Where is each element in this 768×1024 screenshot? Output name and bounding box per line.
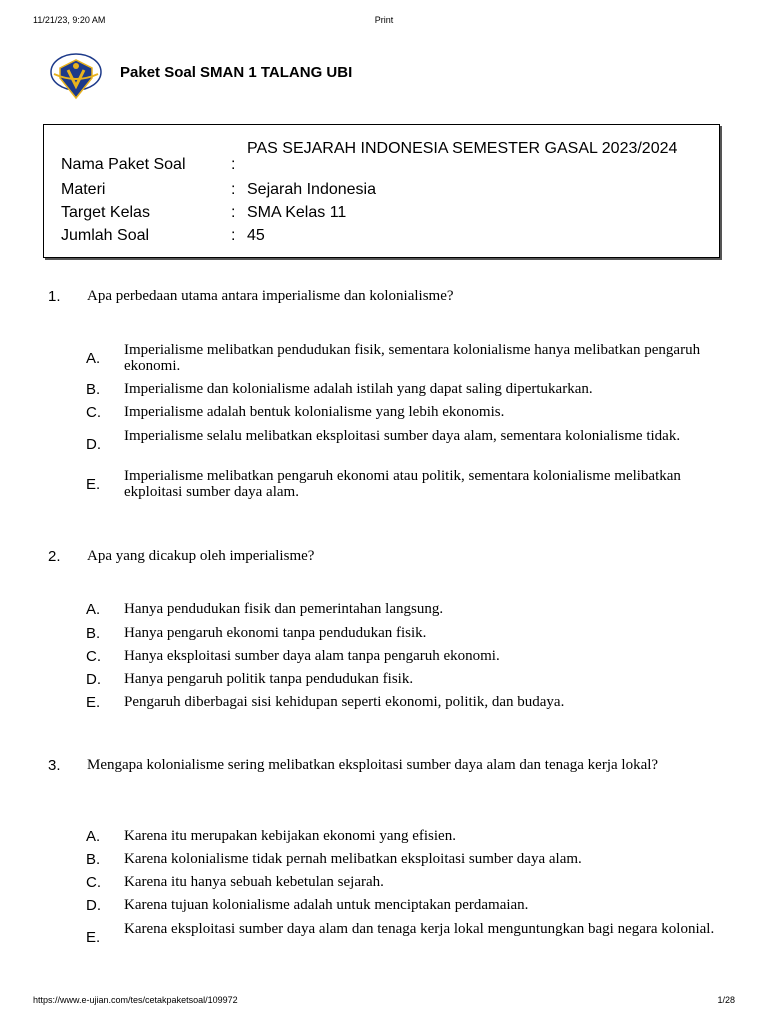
option-letter: A. [86,828,101,845]
school-crest-icon [50,48,102,100]
option-text: Karena kolonialisme tidak pernah melibatkan eksploitasi sumber daya alam. [124,851,582,867]
print-datetime: 11/21/23, 9:20 AM [33,15,106,25]
option-text: Hanya pendudukan fisik dan pemerintahan langsung. [124,601,444,617]
option-letter: A. [86,601,101,618]
option-text: Karena eksploitasi sumber daya alam dan tenaga kerja lokal menguntungkan bagi negara kolonial. [124,921,715,937]
option-text: Imperialisme melibatkan pengaruh ekonomi atau politik, sementara kolonialisme melibatkan ekploitasi sumber daya alam. [124,468,681,500]
question-text: Mengapa kolonialisme sering melibatkan eksploitasi sumber daya alam dan tenaga kerja lokal? [87,757,659,773]
option-text: Imperialisme dan kolonialisme adalah istilah yang dapat saling dipertukarkan. [124,381,593,397]
page-title: Paket Soal SMAN 1 TALANG UBI [120,64,353,81]
option-letter: B. [86,381,101,398]
question-number: 3. [48,757,61,774]
info-value: 45 [247,227,265,244]
print-footer [0,995,768,1011]
option-text: Karena itu merupakan kebijakan ekonomi yang efisien. [124,828,456,844]
option-letter: E. [86,694,101,711]
info-key: Materi [61,181,106,198]
info-key: Jumlah Soal [61,227,150,244]
print-header [0,15,768,31]
option-text: Karena tujuan kolonialisme adalah untuk menciptakan perdamaian. [124,897,529,913]
option-text: Hanya pengaruh ekonomi tanpa pendudukan fisik. [124,625,427,641]
page-url: https://www.e-ujian.com/tes/cetakpaketsoal/109972 [33,995,238,1005]
option-text: Hanya pengaruh politik tanpa pendudukan fisik. [124,671,414,687]
page-number: 1/28 [717,995,735,1005]
question-number: 2. [48,548,61,565]
option-text: Imperialisme melibatkan pendudukan fisik, sementara kolonialisme hanya melibatkan pengaruh ekonomi. [124,342,701,374]
option-text: Hanya eksploitasi sumber daya alam tanpa pengaruh ekonomi. [124,648,500,664]
option-letter: D. [86,671,101,688]
option-letter: E. [86,929,101,946]
info-key: Nama Paket Soal [61,156,186,173]
option-letter: D. [86,436,101,453]
question-text: Apa yang dicakup oleh imperialisme? [87,548,315,564]
question-text: Apa perbedaan utama antara imperialisme dan kolonialisme? [87,288,454,304]
info-colon: : [231,204,236,221]
option-text: Imperialisme adalah bentuk kolonialisme yang lebih ekonomis. [124,404,505,420]
option-text: Imperialisme selalu melibatkan eksploitasi sumber daya alam, sementara kolonialisme tidak. [124,428,681,444]
option-text: Karena itu hanya sebuah kebetulan sejarah. [124,874,384,890]
option-letter: C. [86,648,101,665]
option-text: Pengaruh diberbagai sisi kehidupan seperti ekonomi, politik, dan budaya. [124,694,565,710]
option-letter: B. [86,625,101,642]
info-value: PAS SEJARAH INDONESIA SEMESTER GASAL 2023/2024 [247,140,678,157]
exam-info-box [43,124,720,258]
info-colon: : [231,181,236,198]
info-colon: : [231,156,236,173]
option-letter: E. [86,476,101,493]
option-letter: B. [86,851,101,868]
info-value: Sejarah Indonesia [247,181,376,198]
info-key: Target Kelas [61,204,150,221]
info-value: SMA Kelas 11 [247,204,347,221]
option-letter: C. [86,874,101,891]
option-letter: D. [86,897,101,914]
option-letter: A. [86,350,101,367]
info-colon: : [231,227,236,244]
question-number: 1. [48,288,61,305]
print-title: Print [374,15,394,25]
option-letter: C. [86,404,101,421]
